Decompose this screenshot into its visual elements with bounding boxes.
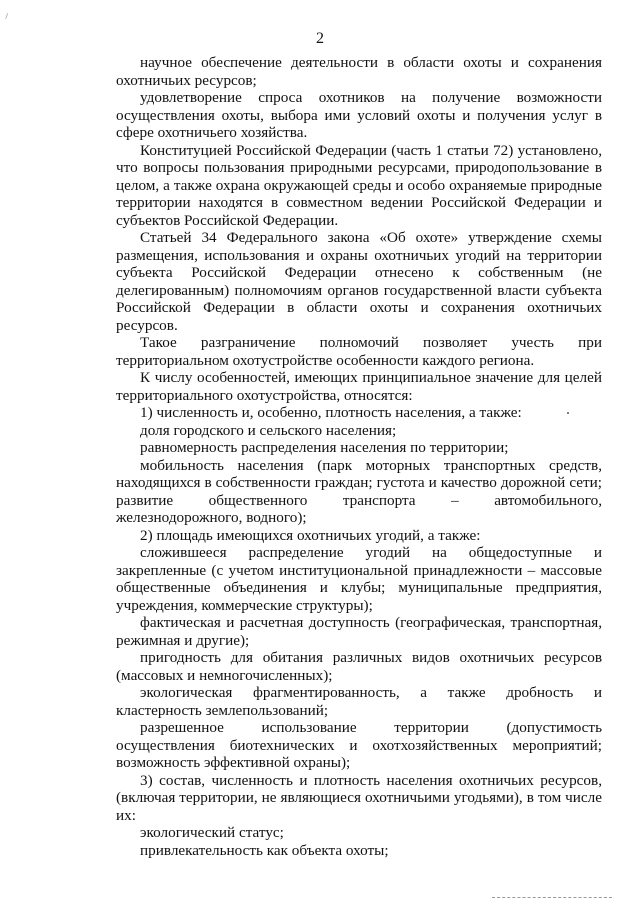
- list-item: сложившееся распределение угодий на общедоступные и закрепленные (с учетом институциональной принадлежности – массовые общественные объединения и клубы; муниципальные предприятия, учреждения, коммерческие структуры);: [116, 544, 602, 614]
- list-item: привлекательность как объекта охоты;: [140, 841, 389, 859]
- page-number: 2: [316, 30, 324, 47]
- paragraph: Конституцией Российской Федерации (часть 1 статьи 72) установлено, что вопросы пользования природными ресурсами, природопользование в целом, а также охрана окружающей среды и особо охраняемые природные территории находятся в совместном ведении Российской Федерации и субъектов Российской Федерации.: [116, 141, 602, 229]
- list-item: 1) численность и, особенно, плотность населения, а также:: [140, 404, 522, 421]
- list-item: экологический статус;: [140, 824, 284, 841]
- scan-corner-mark: [5, 13, 14, 21]
- paragraph: научное обеспечение деятельности в области охоты и сохранения охотничьих ресурсов;: [116, 54, 602, 89]
- paragraph: К числу особенностей, имеющих принципиальное значение для целей территориального охотустройства, относятся:: [116, 369, 602, 404]
- list-item: равномерность распределения населения по территории;: [140, 439, 509, 456]
- list-item: пригодность для обитания различных видов охотничьих ресурсов (массовых и немногочисленных);: [116, 649, 602, 684]
- list-item: экологическая фрагментированность, а также дробность и кластерность землепользований;: [116, 684, 602, 719]
- list-item: 2) площадь имеющихся охотничьих угодий, а также:: [140, 526, 481, 544]
- list-item: разрешенное использование территории (допустимость осуществления биотехнических и охотхозяйственных мероприятий; возможность эффективной охраны);: [116, 719, 602, 771]
- list-item: доля городского и сельского населения;: [140, 421, 397, 439]
- scan-speck: [567, 412, 569, 414]
- paragraph: Статьей 34 Федерального закона «Об охоте» утверждение схемы размещения, использования и охраны охотничьих угодий на территории субъекта Российской Федерации отнесено к собственным (не делегированным) полномочиям органов государственной власти субъекта Российской Федерации в области охоты и сохранения охотничьих ресурсов.: [116, 229, 602, 334]
- list-item: фактическая и расчетная доступность (географическая, транспортная, режимная и другие);: [116, 614, 602, 649]
- body-text: [116, 54, 602, 859]
- paragraph: Такое разграничение полномочий позволяет учесть при территориальном охотустройстве особенности каждого региона.: [116, 334, 602, 369]
- list-item: мобильность населения (парк моторных транспортных средств, находящихся в собственности граждан; густота и качество дорожной сети; развитие общественного транспорта – автомобильного, железнодорожного, водного);: [116, 456, 602, 526]
- paragraph: удовлетворение спроса охотников на получение возможности осуществления охоты, выбора ими условий охоты и получения услуг в сфере охотничьего хозяйства.: [116, 89, 602, 141]
- list-item: 3) состав, численность и плотность населения охотничьих ресурсов, (включая территории, не являющиеся охотничьими угодьями), в том числе их:: [116, 771, 602, 824]
- scan-edge-mark: [492, 897, 612, 899]
